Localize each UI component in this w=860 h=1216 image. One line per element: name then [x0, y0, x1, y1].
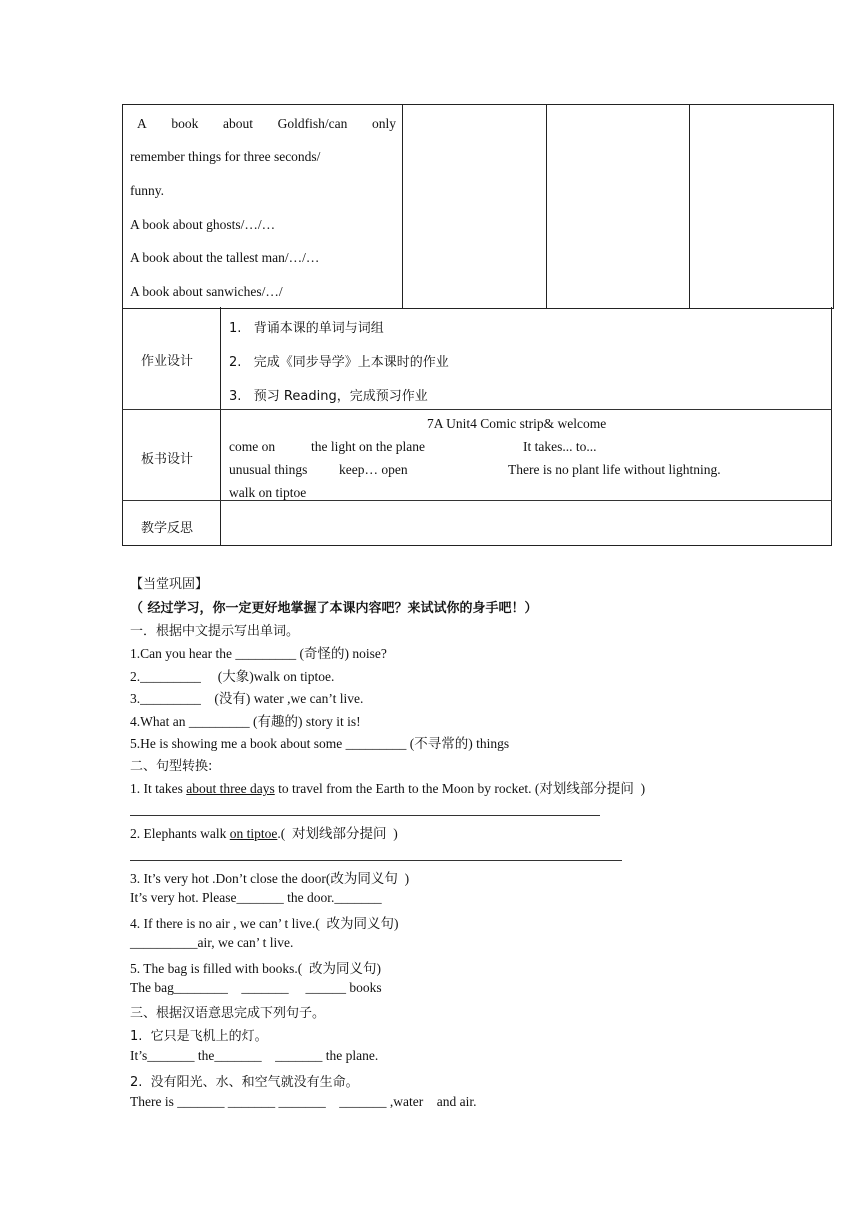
reflection-label: 教学反思	[141, 521, 194, 536]
question: 2. 没有阳光、水、和空气就没有生命。	[130, 1075, 359, 1090]
empty-cell	[403, 105, 547, 309]
part3-title: 三、根据汉语意思完成下列句子。	[130, 1006, 326, 1021]
question-text: 1. It takes	[130, 781, 187, 796]
word: about	[222, 116, 253, 131]
book-list-cell	[123, 105, 403, 309]
board-item: unusual things	[229, 462, 308, 477]
question-text: 2. Elephants walk	[130, 826, 230, 841]
board-title: 7A Unit4 Comic strip& welcome	[427, 416, 607, 431]
answer-text: There is _______ _______ _______ _______ ,water and air.	[130, 1094, 477, 1109]
answer-text: The bag________ _______ ______ books	[130, 980, 382, 995]
empty-cell	[690, 105, 834, 309]
question: 4. If there is no air , we can’ t live.( 改为同义句)	[130, 916, 399, 931]
question: 3._________ (没有) water ,we can’t live.	[130, 691, 364, 706]
answer-line	[130, 815, 600, 816]
table-row	[123, 105, 834, 309]
question: 2._________ (大象)walk on tiptoe.	[130, 669, 335, 684]
answer-text: It’s_______ the_______ _______ the plane.	[130, 1048, 379, 1063]
underlined-phrase: on tiptoe	[229, 826, 278, 841]
question	[130, 822, 398, 842]
part1-title: 一．根据中文提示写出单词。	[130, 624, 300, 639]
board-item: come on	[229, 439, 276, 454]
word: Goldfish/can	[277, 116, 348, 131]
lesson-plan-table	[122, 104, 834, 309]
answer-line	[130, 860, 622, 861]
book-line: remember things for three seconds/	[130, 149, 321, 164]
homework-label: 作业设计	[141, 354, 194, 369]
word: only	[371, 116, 396, 131]
board-item: keep… open	[339, 462, 408, 477]
book-line-1	[137, 116, 396, 132]
book-line: A book about the tallest man/…/…	[130, 250, 320, 265]
row-divider	[122, 409, 832, 410]
question: 1.Can you hear the _________ (奇怪的) noise?	[130, 646, 387, 661]
board-item: It takes... to...	[523, 439, 597, 454]
board-item: There is no plant life without lightning.	[508, 462, 721, 477]
board-item: the light on the plane	[311, 439, 425, 454]
word: A	[137, 116, 147, 131]
column-divider	[220, 307, 221, 546]
question: 5.He is showing me a book about some _________ (不寻常的) things	[130, 736, 510, 751]
part2-title: 二、句型转换:	[130, 759, 213, 774]
homework-item: 2. 完成《同步导学》上本课时的作业	[229, 355, 449, 370]
question: 3. It’s very hot .Don’t close the door(改为同义句 )	[130, 871, 410, 886]
question-text: to travel from the Earth to the Moon by rocket. (对划线部分提问 )	[274, 781, 646, 796]
homework-item: 3. 预习 Reading，完成预习作业	[229, 389, 428, 404]
exercise-heading: 【当堂巩固】	[130, 577, 209, 592]
question	[130, 777, 645, 797]
underlined-phrase: about three days	[186, 781, 275, 796]
empty-cell	[547, 105, 690, 309]
question: 5. The bag is filled with books.( 改为同义句)	[130, 961, 381, 976]
question: 1. 它只是飞机上的灯。	[130, 1029, 268, 1044]
answer-text: __________air, we can’ t live.	[130, 935, 294, 950]
book-line: A book about ghosts/…/…	[130, 217, 276, 232]
word: book	[171, 116, 199, 131]
board-item: walk on tiptoe	[229, 485, 307, 500]
homework-item: 1. 背诵本课的单词与词组	[229, 321, 384, 336]
answer-text: It’s very hot. Please_______ the door._______	[130, 890, 382, 905]
question-text: .( 对划线部分提问 )	[277, 826, 398, 841]
exercise-intro: （ 经过学习，你一定更好地掌握了本课内容吧？来试试你的身手吧！）	[130, 601, 538, 616]
book-line: funny.	[130, 183, 164, 198]
board-label: 板书设计	[141, 452, 194, 467]
question: 4.What an _________ (有趣的) story it is!	[130, 714, 361, 729]
book-line: A book about sanwiches/…/	[130, 284, 283, 299]
